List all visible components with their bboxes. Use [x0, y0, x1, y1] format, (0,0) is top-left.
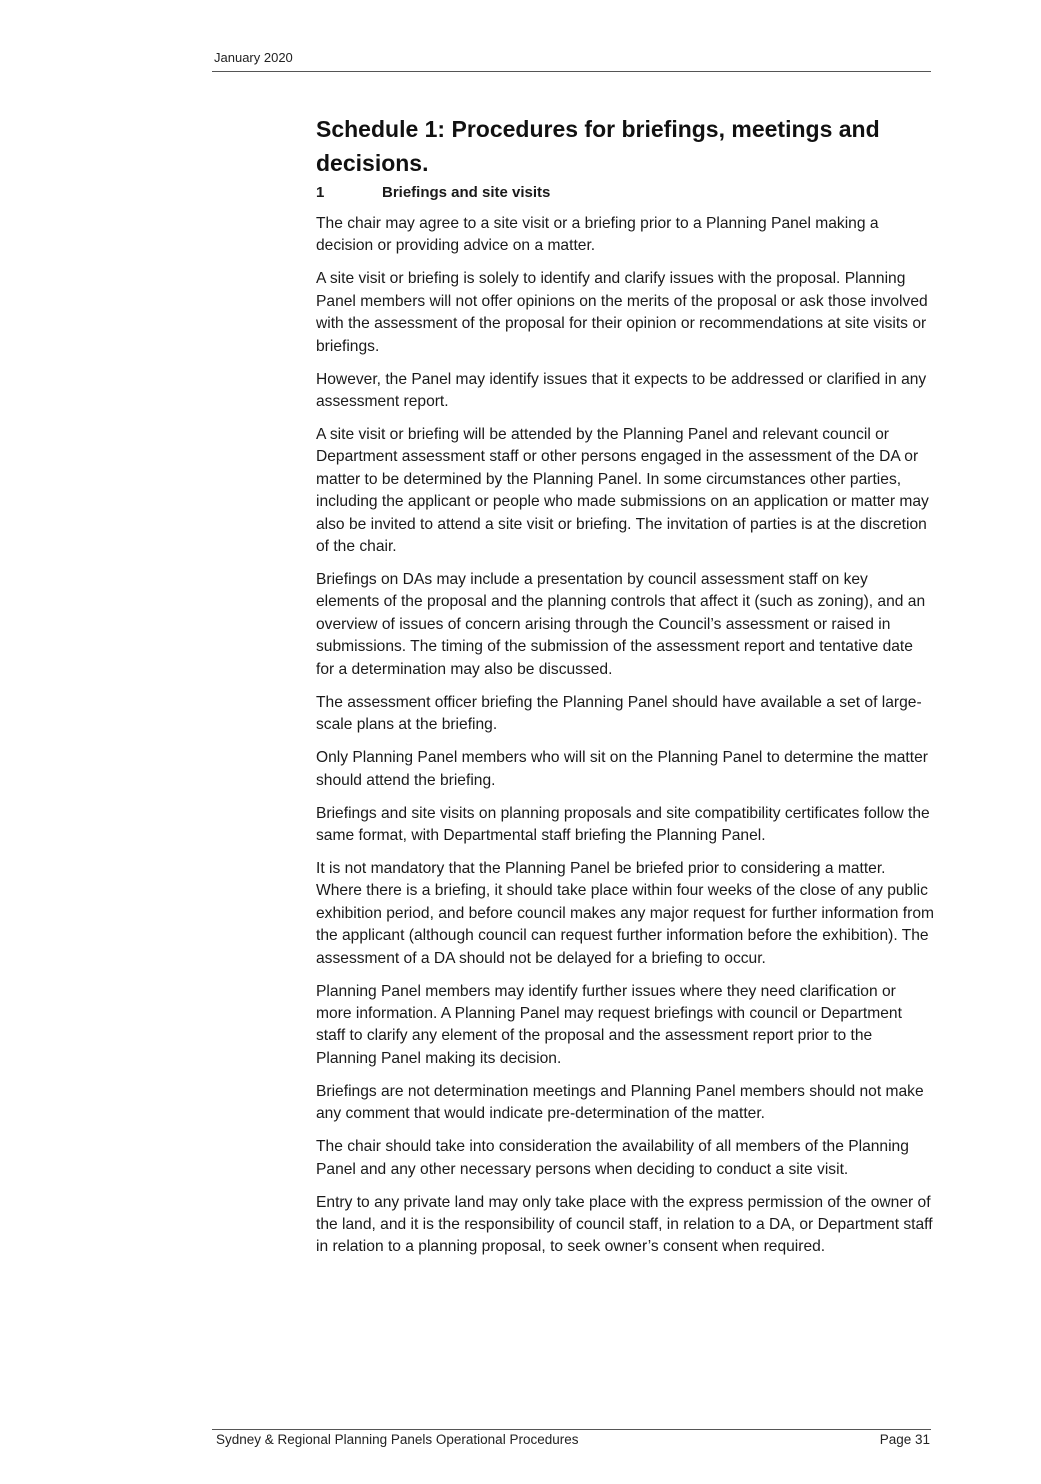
- schedule-title: Schedule 1: Procedures for briefings, meetings and decisions.: [316, 116, 880, 176]
- paragraph: The assessment officer briefing the Planning Panel should have available a set of large-scale plans at the briefing.: [316, 693, 922, 734]
- paragraph: The chair may agree to a site visit or a briefing prior to a Planning Panel making a decision or providing advice on a matter.: [316, 215, 879, 255]
- running-header-date: January 2020: [214, 50, 293, 65]
- paragraph: A site visit or briefing will be attended by the Planning Panel and relevant council or Department assessment staff or other persons engaged in the assessment of the DA or matter to be determined by the Planning Panel. In some circumstances other parties, including the applicant or people who made submissions on an application or matter may also be invited to attend a site visit or briefing. The invitation of parties is at the discretion of the chair.: [316, 426, 929, 556]
- page-body: [316, 112, 934, 1269]
- footer-divider: [212, 1429, 931, 1430]
- paragraph: Briefings are not determination meetings and Planning Panel members should not make any comment that would indicate pre-determination of the matter.: [316, 1082, 924, 1123]
- paragraph: Entry to any private land may only take place with the express permission of the owner of the land, and it is the responsibility of council staff, in relation to a DA, or Department staff in relation to a planning proposal, to seek owner’s consent when required.: [316, 1193, 933, 1256]
- paragraph: Planning Panel members may identify further issues where they need clarification or more information. A Planning Panel may request briefings with council or Department staff to clarify any element of the proposal and the assessment report prior to the Planning Panel making its decision.: [316, 982, 902, 1067]
- paragraph: Only Planning Panel members who will sit on the Planning Panel to determine the matter should attend the briefing.: [316, 749, 928, 789]
- header-divider: [212, 71, 931, 72]
- paragraph: Briefings and site visits on planning proposals and site compatibility certificates follow the same format, with Departmental staff briefing the Planning Panel.: [316, 804, 930, 844]
- section-number: 1: [316, 184, 325, 201]
- paragraph: It is not mandatory that the Planning Panel be briefed prior to considering a matter. Where there is a briefing, it should take place within four weeks of the close of any public exhibition period, and before council makes any major request for further information from the applicant (although council can request further information before the exhibition). The assessment of a DA should not be delayed for a briefing to occur.: [316, 859, 934, 967]
- paragraph: A site visit or briefing is solely to identify and clarify issues with the proposal. Planning Panel members will not offer opinions on the merits of the proposal or ask those involved with the assessment of the proposal for their opinion or recommendations at site visits or briefings.: [316, 270, 928, 355]
- paragraph: The chair should take into consideration the availability of all members of the Planning Panel and any other necessary persons when deciding to conduct a site visit.: [316, 1138, 909, 1178]
- paragraph: However, the Panel may identify issues that it expects to be addressed or clarified in any assessment report.: [316, 370, 927, 411]
- paragraph: Briefings on DAs may include a presentation by council assessment staff on key elements of the proposal and the planning controls that affect it (such as zoning), and an overview of issues of concern arising through the Council’s assessment or raised in submissions. The timing of the submission of the assessment report and tentative date for a determination may also be discussed.: [316, 571, 926, 678]
- footer-page-number: Page 31: [879, 1432, 930, 1447]
- footer-document-title: Sydney & Regional Planning Panels Operational Procedures: [216, 1432, 579, 1447]
- section-heading: [316, 184, 934, 201]
- section-heading-text: Briefings and site visits: [382, 184, 551, 201]
